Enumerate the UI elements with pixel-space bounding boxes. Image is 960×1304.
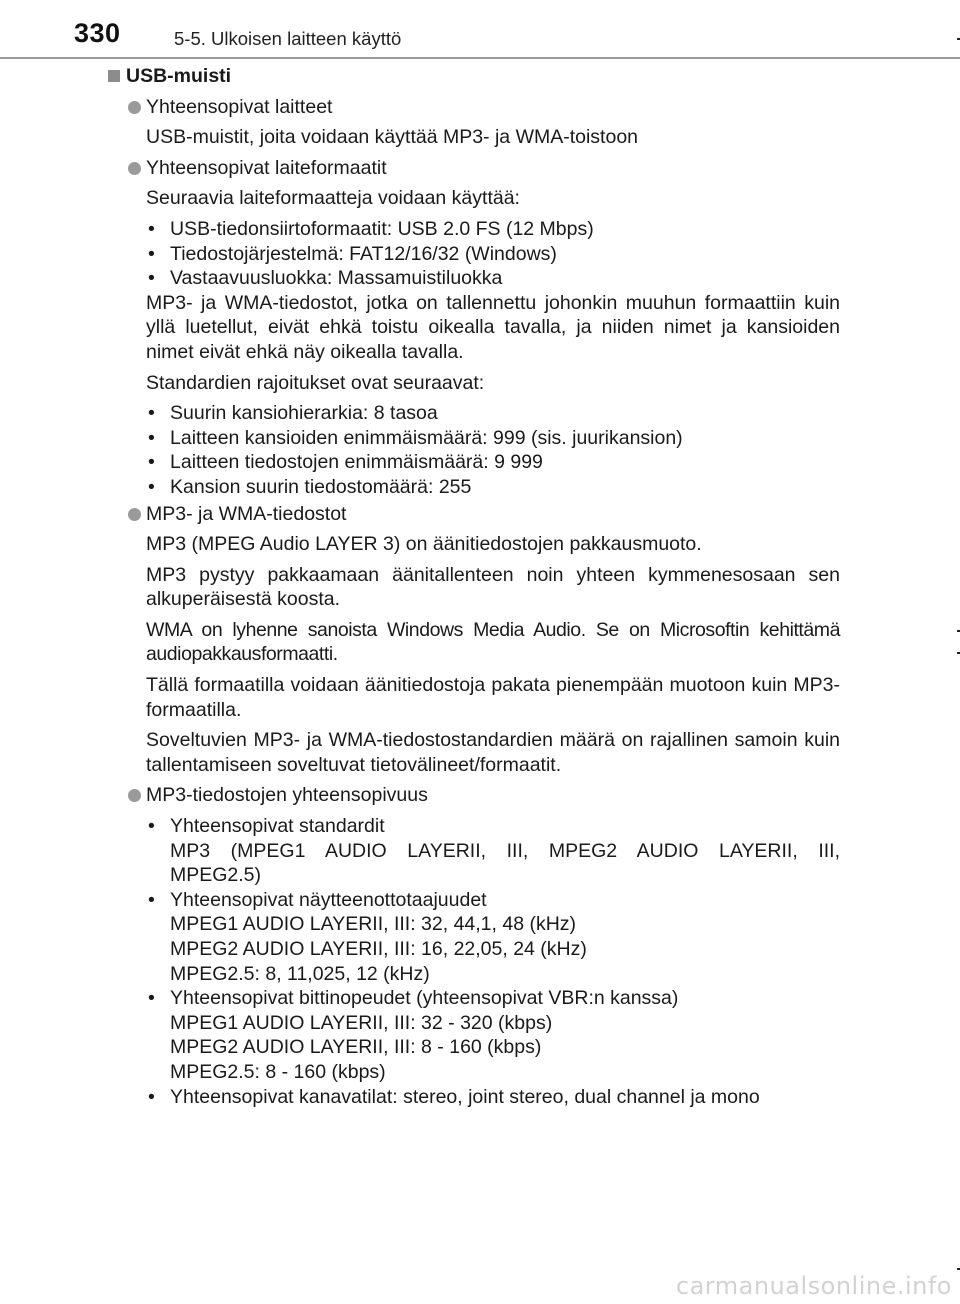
paragraph: Soveltuvien MP3- ja WMA-tiedostostandardien määrä on rajallinen samoin kuin tallentamiseen soveltuvat tietovälineet/formaatit.	[146, 729, 840, 776]
paragraph: MP3 pystyy pakkaamaan äänitallenteen noin yhteen kymmenesosaan sen alkuperäisestä koosta.	[146, 563, 840, 611]
subheading-text: Yhteensopivat laitteet	[146, 95, 333, 118]
page-header	[0, 0, 960, 60]
header-rule	[0, 57, 960, 59]
subheading-compatible-devices	[100, 95, 840, 120]
paragraph: MP3 (MPEG Audio LAYER 3) on äänitiedostojen pakkausmuoto.	[146, 533, 702, 556]
list-item: • Laitteen tiedostojen enimmäismäärä: 9 999	[148, 451, 543, 474]
bullet-glyph: •	[148, 267, 155, 290]
paragraph: Seuraavia laiteformaatteja voidaan käyttää:	[146, 187, 520, 210]
list-item: • Vastaavuusluokka: Massamuistiluokka	[148, 267, 503, 290]
paragraph: USB-muistit, joita voidaan käyttää MP3- ja WMA-toistoon	[146, 126, 639, 149]
bullet-glyph: •	[148, 426, 155, 449]
subheading-text: Yhteensopivat laiteformaatit	[146, 156, 387, 179]
square-icon	[108, 70, 120, 82]
circle-icon	[128, 162, 141, 175]
circle-icon	[128, 508, 141, 521]
page-content	[100, 64, 840, 1115]
list-item: • Laitteen kansioiden enimmäismäärä: 999 (sis. juurikansion)	[148, 426, 683, 449]
subheading-text: MP3- ja WMA-tiedostot	[146, 502, 347, 525]
list-item: • Yhteensopivat bittinopeudet (yhteensopivat VBR:n kanssa) MPEG1 AUDIO LAYERII, III: 32 - 320 (kbps) MPEG2 AUDIO LAYERII, III: 8 - 160 (kbps) MPEG2.5: 8 - 160 (kbps)	[148, 987, 679, 1083]
bullet-list	[146, 401, 840, 499]
paragraph: Tällä formaatilla voidaan äänitiedostoja pakata pienempään muotoon kuin MP3-formaatilla.	[146, 674, 840, 721]
bullet-glyph: •	[148, 987, 155, 1010]
list-item: • USB-tiedonsiirtoformaatit: USB 2.0 FS (12 Mbps)	[148, 217, 594, 240]
bullet-glyph: •	[148, 815, 155, 838]
list-item: • Suurin kansiohierarkia: 8 tasoa	[148, 402, 438, 425]
bullet-glyph: •	[148, 402, 155, 425]
paragraph: WMA on lyhenne sanoista Windows Media Audio. Se on Microsoftin kehittämä audiopakkausformaatti.	[146, 618, 840, 666]
subheading-device-formats	[100, 156, 840, 181]
list-item: • Yhteensopivat standardit MP3 (MPEG1 AUDIO LAYERII, III, MPEG2 AUDIO LAYERII, III, MPEG2.5)	[148, 815, 840, 887]
list-item: • Tiedostojärjestelmä: FAT12/16/32 (Windows)	[148, 242, 557, 265]
bullet-list	[146, 217, 840, 291]
paragraph: MP3- ja WMA-tiedostot, jotka on tallennettu johonkin muuhun formaattiin kuin yllä luetellut, eivät ehkä toistu oikealla tavalla, ja niiden nimet ja kansioiden nimet eivät ehkä näy oikealla tavalla.	[146, 291, 840, 363]
bullet-glyph: •	[148, 242, 155, 265]
subheading-mp3-compatibility	[100, 783, 840, 808]
bullet-glyph: •	[148, 888, 155, 911]
bullet-glyph: •	[148, 451, 155, 474]
page-number: 330	[74, 18, 121, 48]
bullet-list	[146, 814, 840, 1109]
watermark: carmanualsonline.info	[675, 1272, 952, 1300]
paragraph: Standardien rajoitukset ovat seuraavat:	[146, 371, 485, 394]
list-item: • Kansion suurin tiedostomäärä: 255	[148, 475, 472, 498]
section-heading-text: USB-muisti	[126, 65, 232, 87]
bullet-glyph: •	[148, 1085, 155, 1108]
section-heading	[100, 64, 840, 89]
circle-icon	[128, 101, 141, 114]
circle-icon	[128, 789, 141, 802]
section-title: 5-5. Ulkoisen laitteen käyttö	[174, 28, 402, 49]
subheading-text: MP3-tiedostojen yhteensopivuus	[146, 784, 428, 807]
list-item: • Yhteensopivat kanavatilat: stereo, joint stereo, dual channel ja mono	[148, 1085, 760, 1108]
bullet-glyph: •	[148, 475, 155, 498]
list-item: • Yhteensopivat näytteenottotaajuudet MPEG1 AUDIO LAYERII, III: 32, 44,1, 48 (kHz) MPEG2 AUDIO LAYERII, III: 16, 22,05, 24 (kHz) MPEG2.5: 8, 11,025, 12 (kHz)	[148, 888, 587, 985]
bullet-glyph: •	[148, 217, 155, 240]
subheading-mp3-wma-files	[100, 502, 840, 527]
